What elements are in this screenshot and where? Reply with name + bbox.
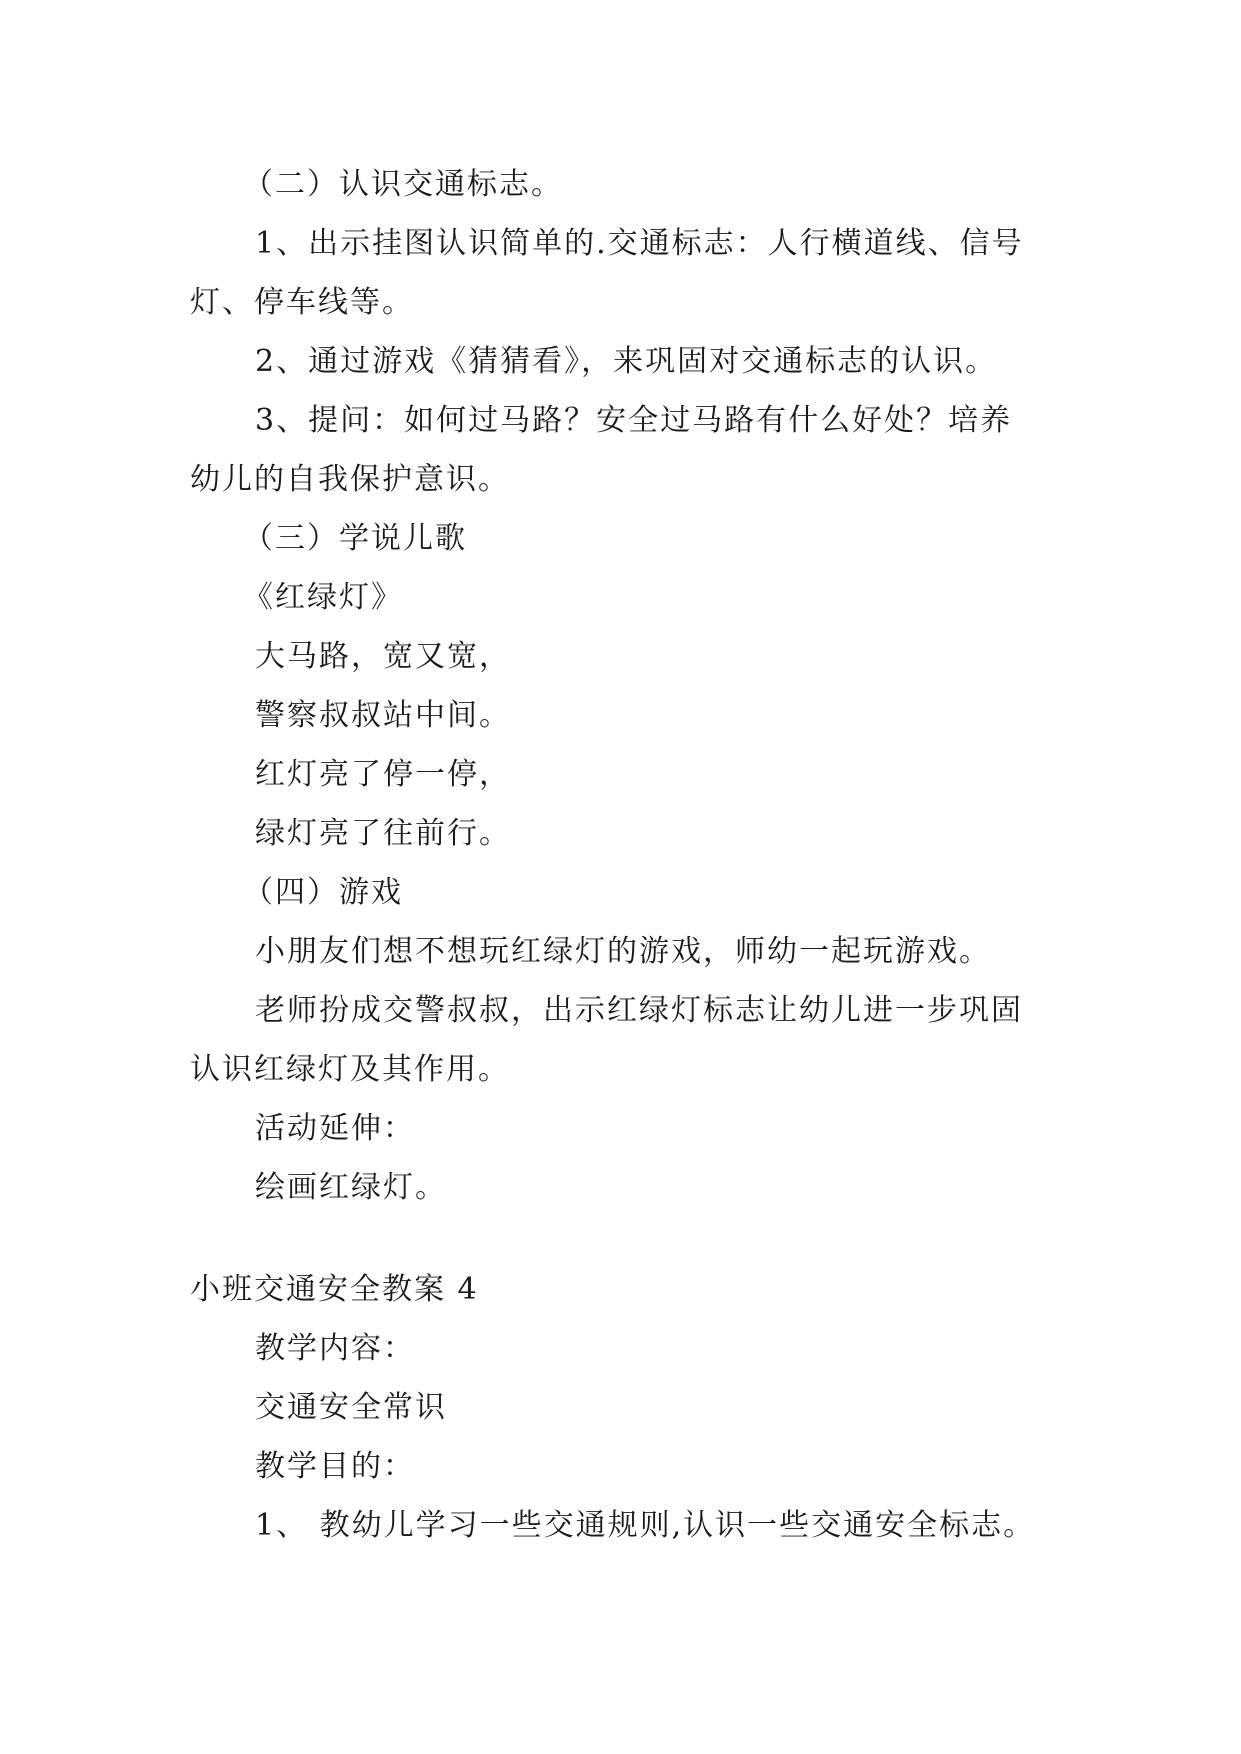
paragraph-line: 绘画红绿灯。 bbox=[255, 1170, 447, 1205]
paragraph-line: 1、出示挂图认识简单的.交通标志：人行横道线、信号 bbox=[255, 226, 1024, 261]
paragraph-line: 3、提问：如何过马路？安全过马路有什么好处？培养 bbox=[255, 403, 1013, 438]
section-heading-2: （二）认识交通标志。 bbox=[243, 167, 563, 202]
poem-title: 《红绿灯》 bbox=[243, 580, 403, 615]
paragraph-line: 交通安全常识 bbox=[255, 1390, 447, 1425]
paragraph-line: 灯、停车线等。 bbox=[190, 285, 414, 320]
poem-line: 警察叔叔站中间。 bbox=[255, 698, 511, 733]
section-heading-3: （三）学说儿歌 bbox=[243, 521, 467, 556]
lesson-plan-title: 小班交通安全教案 4 bbox=[190, 1272, 479, 1307]
poem-line: 红灯亮了停一停， bbox=[255, 757, 511, 792]
paragraph-line: 2、通过游戏《猜猜看》，来巩固对交通标志的认识。 bbox=[255, 344, 998, 379]
paragraph-line: 活动延伸： bbox=[255, 1111, 415, 1146]
paragraph-line: 小朋友们想不想玩红绿灯的游戏，师幼一起玩游戏。 bbox=[255, 934, 991, 969]
section-heading-4: （四）游戏 bbox=[243, 875, 403, 910]
paragraph-line: 老师扮成交警叔叔，出示红绿灯标志让幼儿进一步巩固 bbox=[255, 993, 1023, 1028]
poem-line: 绿灯亮了往前行。 bbox=[255, 816, 511, 851]
paragraph-line: 认识红绿灯及其作用。 bbox=[190, 1052, 510, 1087]
paragraph-line: 教学内容： bbox=[255, 1331, 415, 1366]
paragraph-line: 1、 教幼儿学习一些交通规则,认识一些交通安全标志。 bbox=[255, 1508, 1036, 1543]
paragraph-line: 教学目的： bbox=[255, 1449, 415, 1484]
paragraph-line: 幼儿的自我保护意识。 bbox=[190, 462, 510, 497]
poem-line: 大马路，宽又宽， bbox=[255, 639, 511, 674]
